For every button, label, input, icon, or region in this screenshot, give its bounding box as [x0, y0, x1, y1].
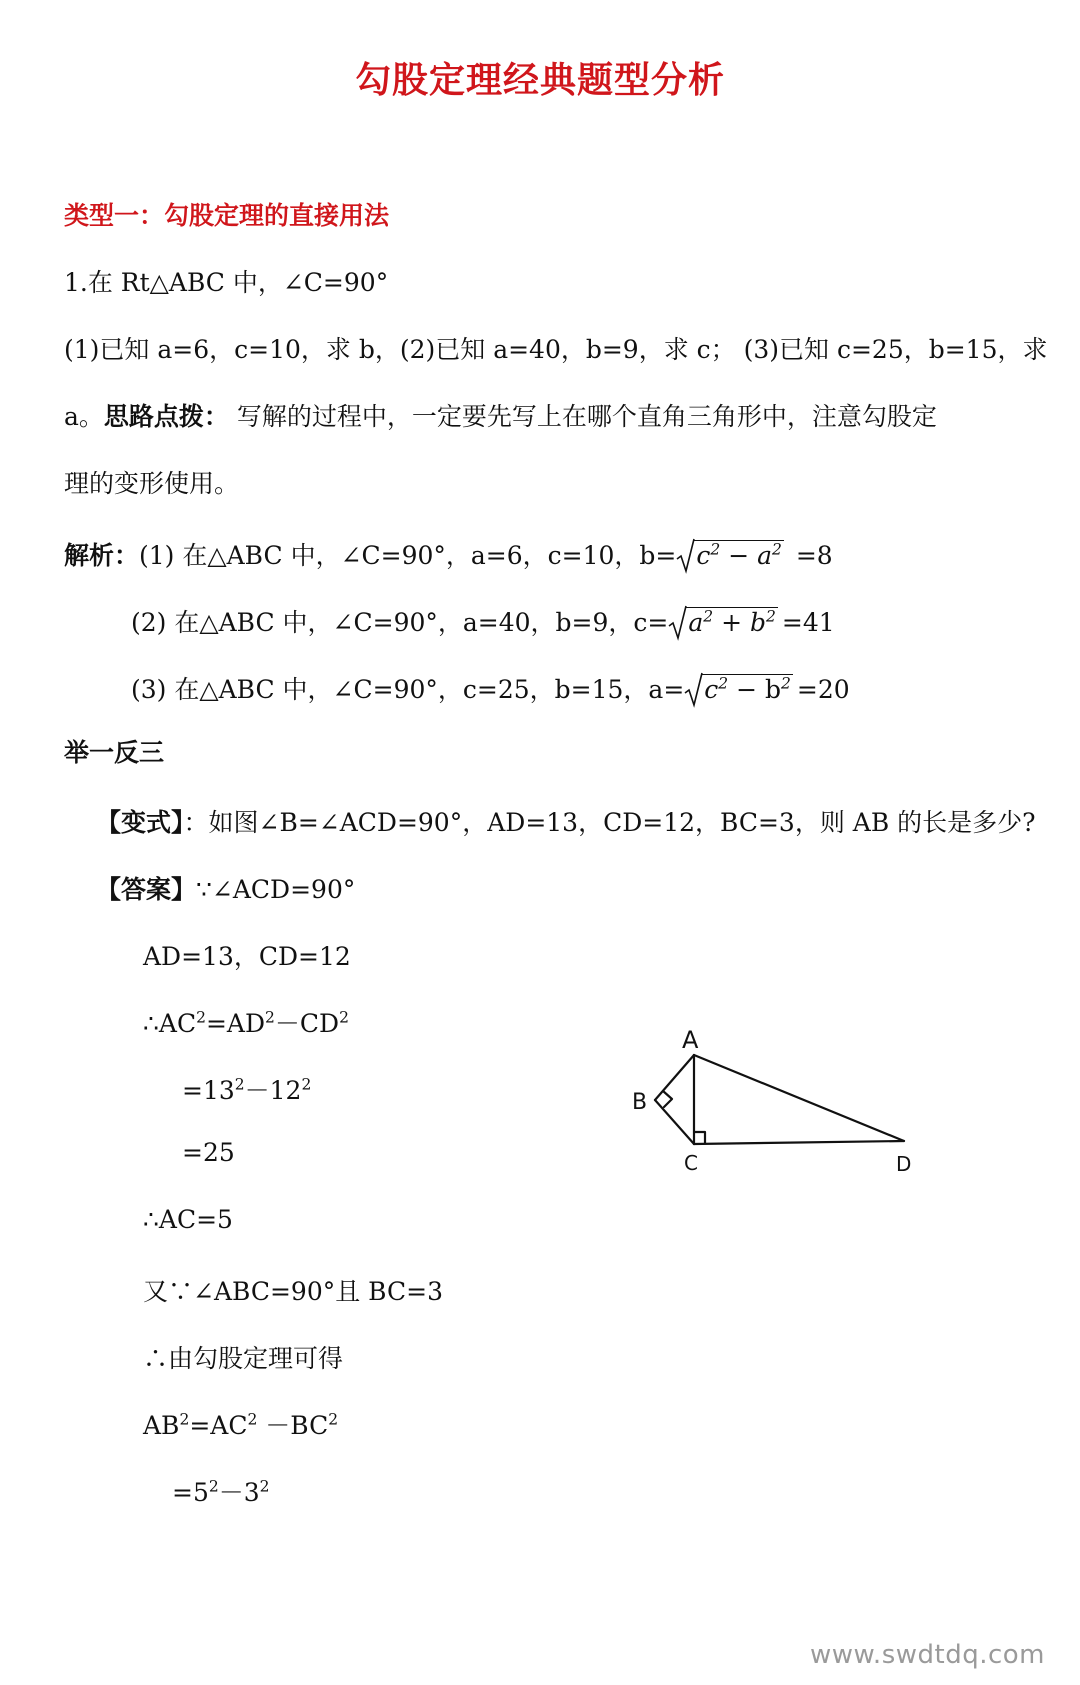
vertex-label-b: B — [632, 1090, 648, 1115]
sqrt-expression-2: $a^2 + b^2$ — [668, 608, 778, 637]
segment-bc — [655, 1100, 694, 1144]
segment-ad — [694, 1055, 904, 1141]
section-heading-type-one: 类型一：勾股定理的直接用法 — [64, 201, 390, 230]
analysis-step-2-result: =41 — [781, 608, 835, 637]
hint-text: 写解的过程中，一定要先写上在哪个直角三角形中，注意勾股定 — [228, 402, 937, 431]
analysis-step-3-text: (3) 在△ABC 中，∠C=90°，c=25，b=15，a= — [131, 675, 685, 704]
sqrt-expression-1: $c^2 - a^2$ — [676, 541, 784, 570]
analysis-step-2-text: (2) 在△ABC 中，∠C=90°，a=40，b=9，c= — [131, 608, 669, 637]
analysis-step-1-result: =8 — [787, 541, 833, 570]
problem-statement: 1.在 Rt△ABC 中，∠C=90° — [64, 268, 389, 297]
answer-line-6: ∴AC=5 — [143, 1205, 233, 1234]
answer-line-1: 【答案】∵∠ACD=90° — [96, 875, 356, 904]
problem-trailing-var: a。 — [64, 402, 104, 431]
right-angle-mark-c — [694, 1132, 705, 1143]
analysis-label: 解析： — [64, 541, 140, 570]
segment-cd — [694, 1141, 904, 1144]
right-angle-mark-b — [663, 1091, 672, 1107]
sqrt-expression-3: $c^2 - b^2$ — [684, 675, 793, 704]
vertex-label-c: C — [684, 1151, 698, 1175]
hint-label: 思路点拨： — [103, 402, 229, 431]
analysis-step-1-text: (1) 在△ABC 中，∠C=90°，a=6，c=10，b= — [139, 541, 677, 570]
section-heading-practice: 举一反三 — [64, 738, 165, 767]
analysis-step-3 — [131, 670, 850, 706]
page-title: 勾股定理经典题型分析 — [354, 60, 725, 101]
variant-label: 【变式】 — [96, 808, 184, 837]
triangle-figure — [632, 1015, 922, 1175]
hint-line — [64, 397, 937, 433]
answer-line-9: $AB^2=AC^2 -BC^2$ — [143, 1410, 339, 1440]
answer-line-5: =25 — [182, 1138, 235, 1167]
answer-label: 【答案】 — [96, 875, 197, 904]
analysis-step-1 — [64, 536, 833, 572]
answer-line-2: AD=13，CD=12 — [143, 942, 351, 971]
variant-question — [96, 803, 1036, 839]
answer-line-3: $\therefore AC^2=AD^2-CD^2$ — [143, 1008, 349, 1038]
analysis-step-2 — [131, 603, 835, 639]
watermark: www.swdtdq.com — [810, 1640, 1045, 1670]
answer-line-10: $=5^2-3^2$ — [172, 1477, 270, 1507]
vertex-label-a: A — [682, 1026, 699, 1054]
vertex-label-d: D — [896, 1152, 912, 1175]
answer-line-4: $=13^2-12^2$ — [182, 1075, 312, 1105]
problem-subquestions: (1)已知 a=6，c=10，求 b，(2)已知 a=40，b=9，求 c； (3)已知 c=25，b=15，求 — [64, 335, 1048, 364]
variant-text: ：如图∠B=∠ACD=90°，AD=13，CD=12，BC=3，则 AB 的长是多少? — [183, 808, 1036, 837]
analysis-step-3-result: =20 — [796, 675, 850, 704]
answer-line-8: ∴由勾股定理可得 — [143, 1344, 344, 1373]
segment-ab — [655, 1055, 694, 1100]
hint-continuation: 理的变形使用。 — [64, 469, 240, 498]
answer-line-7: 又∵∠ABC=90°且 BC=3 — [143, 1277, 443, 1306]
